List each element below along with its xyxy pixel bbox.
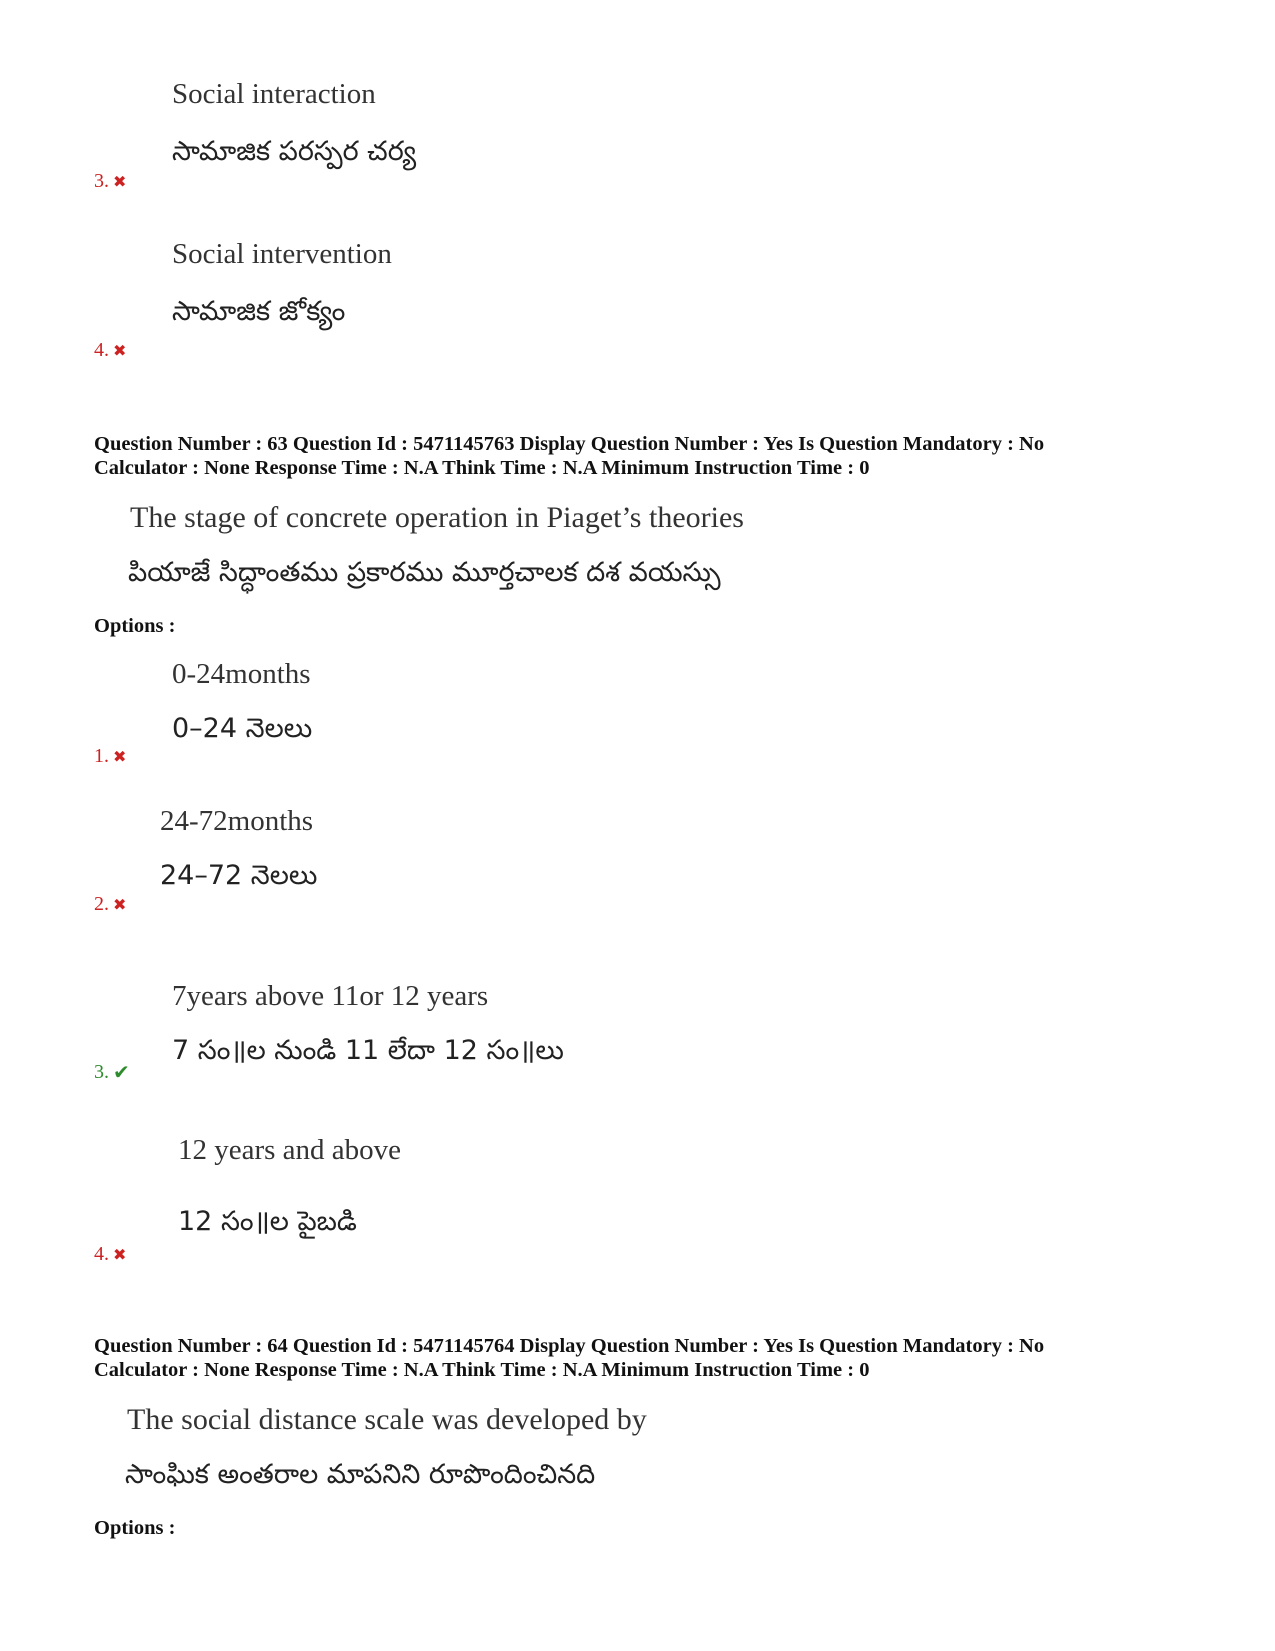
q63-option-4-marker [94, 1243, 126, 1266]
wrong-icon: ✖ [113, 341, 127, 360]
q63-option-2-telugu: 24–72 నెలలు [160, 860, 318, 891]
wrong-icon: ✖ [113, 172, 127, 191]
q63-option-3-telugu: 7 సం॥ల నుండి 11 లేదా 12 సం॥లు [172, 1035, 564, 1066]
prev-option-3-marker [94, 170, 126, 193]
q63-option-2-marker [94, 893, 126, 916]
question-63-telugu: పియాజే సిద్ధాంతము ప్రకారము మూర్తచాలక దశ వయస్సు [128, 557, 721, 588]
option-number: 2. [94, 893, 109, 915]
prev-option-4-marker [94, 339, 126, 362]
option-number: 3. [94, 170, 109, 192]
question-63-meta [94, 432, 1044, 480]
q63-option-1-telugu: 0–24 నెలలు [172, 713, 313, 744]
option-number: 4. [94, 339, 109, 361]
q63-option-1-marker [94, 745, 126, 768]
q63-option-3-marker [94, 1060, 130, 1084]
question-63-meta-line1: Question Number : 63 Question Id : 5471145763 Display Question Number : Yes Is Question Mandatory : No [94, 433, 1045, 455]
option-number: 3. [94, 1060, 109, 1083]
q63-option-2-english: 24-72months [160, 805, 314, 837]
checkmark-icon: ✔ [113, 1060, 130, 1084]
question-64-meta [94, 1334, 1044, 1382]
q63-option-4-english: 12 years and above [178, 1134, 402, 1166]
wrong-icon: ✖ [113, 1245, 127, 1264]
option-number: 4. [94, 1243, 109, 1265]
question-64-telugu: సాంఘిక అంతరాల మాపనిని రూపొందించినది [125, 1459, 596, 1490]
wrong-icon: ✖ [113, 747, 127, 766]
wrong-icon: ✖ [113, 895, 127, 914]
question-63-english: The stage of concrete operation in Piaget’s theories [130, 501, 744, 534]
question-63-meta-line2: Calculator : None Response Time : N.A Think Time : N.A Minimum Instruction Time : 0 [94, 457, 870, 479]
prev-option-3-english: Social interaction [172, 78, 376, 110]
question-64-meta-line1: Question Number : 64 Question Id : 5471145764 Display Question Number : Yes Is Question Mandatory : No [94, 1335, 1045, 1357]
question-64-options-label: Options : [94, 1517, 176, 1539]
prev-option-4-telugu: సామాజిక జోక్యం [172, 296, 346, 327]
question-63-options-label: Options : [94, 615, 176, 637]
q63-option-4-telugu: 12 సం॥ల పైబడి [178, 1206, 357, 1237]
prev-option-4-english: Social intervention [172, 238, 392, 270]
q63-option-1-english: 0-24months [172, 658, 311, 690]
question-64-english: The social distance scale was developed by [127, 1403, 647, 1436]
q63-option-3-english: 7years above 11or 12 years [172, 980, 489, 1012]
prev-option-3-telugu: సామాజిక పరస్పర చర్య [172, 136, 417, 167]
option-number: 1. [94, 745, 109, 767]
question-64-meta-line2: Calculator : None Response Time : N.A Think Time : N.A Minimum Instruction Time : 0 [94, 1359, 870, 1381]
